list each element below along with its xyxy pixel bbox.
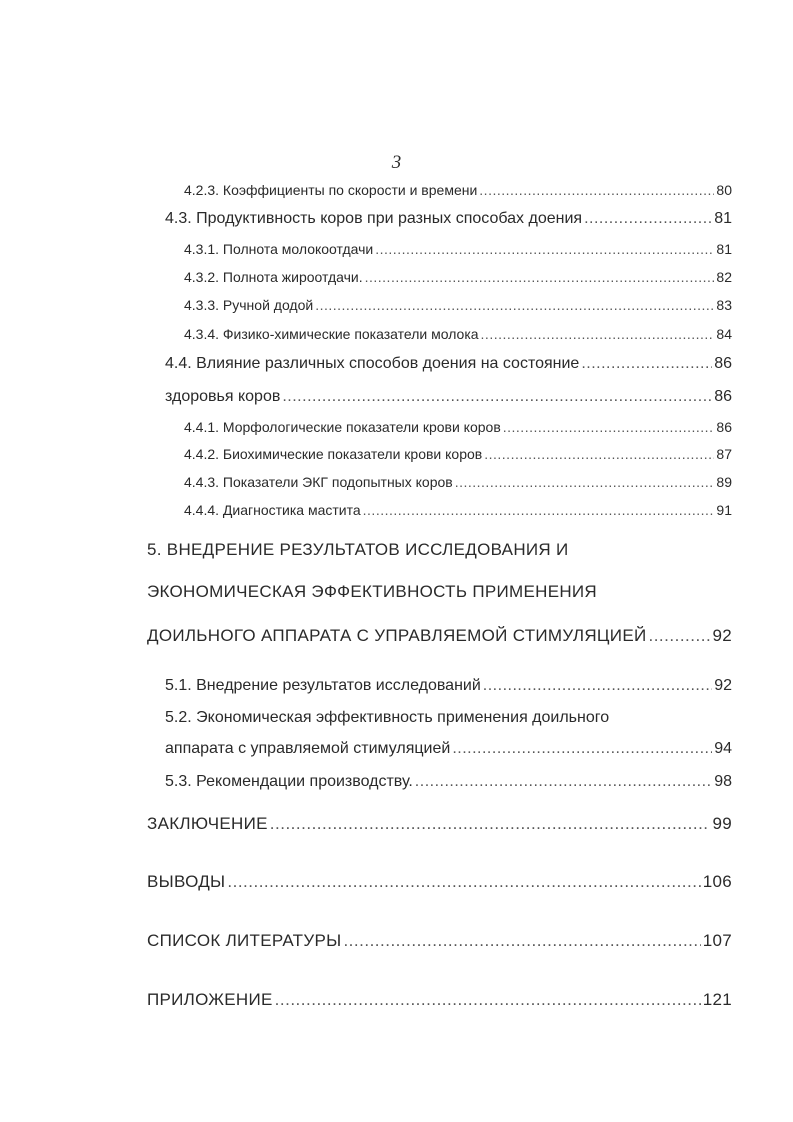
- toc-entry-page: 86: [716, 419, 732, 435]
- toc-entry-page: 92: [714, 677, 732, 694]
- toc-entry-page: 106: [702, 872, 732, 891]
- toc-entry-4-3-1[interactable]: [184, 241, 732, 257]
- toc-leader-dots: [452, 740, 712, 758]
- toc-leader-dots: [315, 297, 714, 313]
- toc-entry-5-2[interactable]: [165, 740, 732, 758]
- toc-entry-page: 94: [714, 740, 732, 757]
- toc-entry-label: 4.3. Продуктивность коров при разных способах доения: [165, 210, 583, 227]
- toc-entry-page: 98: [714, 773, 732, 790]
- toc-entry-page: 87: [716, 446, 732, 462]
- toc-entry-page: 99: [712, 814, 732, 833]
- toc-chapter-5[interactable]: [147, 626, 732, 646]
- toc-entry-4-4-4[interactable]: [184, 502, 732, 518]
- toc-leader-dots: [270, 814, 711, 834]
- toc-entry-label: ЗАКЛЮЧЕНИЕ: [147, 814, 268, 833]
- toc-leader-dots: [648, 626, 710, 646]
- toc-entry-label: 5.1. Внедрение результатов исследований: [165, 677, 481, 694]
- toc-entry-label: аппарата с управляемой стимуляцией: [165, 740, 451, 757]
- toc-entry-4-4-cont[interactable]: [165, 388, 732, 406]
- toc-leader-dots: [484, 446, 714, 462]
- toc-leader-dots: [343, 931, 700, 951]
- page-number: 3: [391, 152, 402, 173]
- toc-entry-4-2-3[interactable]: [184, 182, 732, 198]
- toc-entry-page: 89: [716, 474, 732, 490]
- toc-entry-4-3-3[interactable]: [184, 297, 732, 313]
- toc-entry-page: 121: [702, 990, 732, 1009]
- toc-leader-dots: [479, 182, 714, 198]
- toc-entry-label: ДОИЛЬНОГО АППАРАТА С УПРАВЛЯЕМОЙ СТИМУЛЯЦИЕЙ: [147, 626, 647, 645]
- toc-entry-label: 4.4.4. Диагностика мастита: [184, 502, 361, 518]
- toc-entry-4-3[interactable]: [165, 210, 732, 228]
- toc-leader-dots: [483, 677, 712, 695]
- toc-conclusion[interactable]: [147, 814, 732, 834]
- toc-chapter-5-line1[interactable]: 5. ВНЕДРЕНИЕ РЕЗУЛЬТАТОВ ИССЛЕДОВАНИЯ И: [147, 540, 569, 559]
- toc-entry-page: 92: [712, 626, 732, 645]
- toc-entry-5-3[interactable]: [165, 773, 732, 791]
- toc-entry-page: 107: [702, 931, 732, 950]
- toc-entry-label: 4.4.3. Показатели ЭКГ подопытных коров: [184, 474, 453, 490]
- toc-entry-5-1[interactable]: [165, 677, 732, 695]
- toc-leader-dots: [455, 474, 715, 490]
- toc-entry-label: 4.3.1. Полнота молокоотдачи: [184, 241, 374, 257]
- toc-entry-page: 81: [716, 241, 732, 257]
- toc-entry-label: 5.3. Рекомендации производству.: [165, 773, 413, 790]
- toc-leader-dots: [415, 773, 712, 791]
- toc-leader-dots: [481, 326, 715, 342]
- toc-entry-page: 86: [714, 355, 732, 372]
- toc-entry-4-3-4[interactable]: [184, 326, 732, 342]
- toc-entry-label: здоровья коров: [165, 388, 281, 405]
- toc-leader-dots: [503, 419, 715, 435]
- toc-references[interactable]: [147, 931, 732, 951]
- toc-entry-4-3-2[interactable]: [184, 269, 732, 285]
- toc-findings[interactable]: [147, 872, 732, 892]
- toc-leader-dots: [375, 241, 714, 257]
- toc-entry-5-2-line1[interactable]: 5.2. Экономическая эффективность применения доильного: [165, 709, 610, 726]
- toc-entry-page: 80: [716, 182, 732, 198]
- toc-entry-4-4-3[interactable]: [184, 474, 732, 490]
- toc-entry-label: 4.2.3. Коэффициенты по скорости и времени: [184, 182, 478, 198]
- toc-leader-dots: [282, 388, 712, 406]
- toc-entry-label: 4.3.4. Физико-химические показатели молока: [184, 326, 479, 342]
- toc-entry-page: 82: [716, 269, 732, 285]
- toc-leader-dots: [363, 502, 715, 518]
- toc-entry-page: 81: [714, 210, 732, 227]
- toc-entry-label: ВЫВОДЫ: [147, 872, 226, 891]
- toc-entry-page: 91: [716, 502, 732, 518]
- toc-entry-label: СПИСОК ЛИТЕРАТУРЫ: [147, 931, 342, 950]
- toc-entry-4-4-1[interactable]: [184, 419, 732, 435]
- toc-leader-dots: [584, 210, 712, 228]
- toc-entry-label: 4.4.1. Морфологические показатели крови коров: [184, 419, 501, 435]
- toc-entry-label: 4.3.3. Ручной додой: [184, 297, 314, 313]
- toc-leader-dots: [365, 269, 715, 285]
- toc-entry-4-4-2[interactable]: [184, 446, 732, 462]
- toc-appendix[interactable]: [147, 990, 732, 1010]
- toc-entry-label: 4.4.2. Биохимические показатели крови коров: [184, 446, 483, 462]
- toc-entry-label: 4.3.2. Полнота жироотдачи.: [184, 269, 363, 285]
- toc-chapter-5-line2[interactable]: ЭКОНОМИЧЕСКАЯ ЭФФЕКТИВНОСТЬ ПРИМЕНЕНИЯ: [147, 582, 598, 601]
- toc-entry-page: 83: [716, 297, 732, 313]
- toc-leader-dots: [227, 872, 700, 892]
- toc-leader-dots: [581, 355, 712, 373]
- toc-entry-label: 4.4. Влияние различных способов доения на состояние: [165, 355, 580, 372]
- toc-leader-dots: [275, 990, 701, 1010]
- toc-entry-page: 84: [716, 326, 732, 342]
- toc-entry-4-4[interactable]: [165, 355, 732, 373]
- toc-entry-page: 86: [714, 388, 732, 405]
- toc-entry-label: ПРИЛОЖЕНИЕ: [147, 990, 273, 1009]
